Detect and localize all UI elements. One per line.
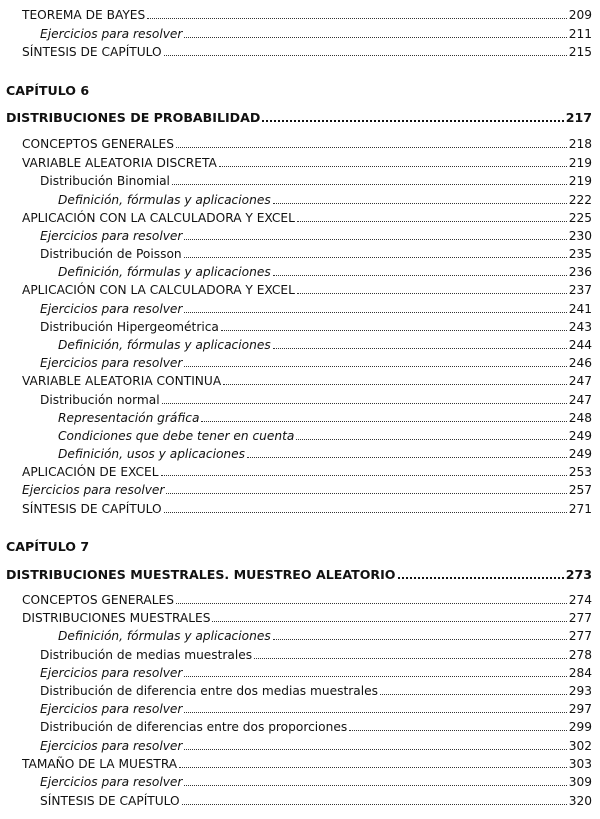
- toc-entry[interactable]: [22, 755, 592, 773]
- page-number: 222: [568, 193, 592, 207]
- page-number: 218: [568, 137, 592, 151]
- entry-title: Ejercicios para resolver: [40, 666, 183, 680]
- toc-entry[interactable]: [40, 391, 592, 409]
- dot-leader: [297, 293, 567, 294]
- entry-title: APLICACIÓN CON LA CALCULADORA Y EXCEL: [22, 283, 295, 297]
- dot-leader: [147, 18, 567, 19]
- entry-title: Distribución de diferencia entre dos medias muestrales: [40, 684, 378, 698]
- entry-title: TAMAÑO DE LA MUESTRA: [22, 757, 178, 771]
- toc-entry[interactable]: [22, 591, 592, 609]
- entry-title: Ejercicios para resolver: [40, 27, 183, 41]
- toc-entry[interactable]: [58, 336, 592, 354]
- dot-leader: [166, 493, 566, 494]
- dot-leader: [172, 184, 567, 185]
- toc-entry[interactable]: [40, 737, 592, 755]
- toc-entry[interactable]: [40, 664, 592, 682]
- chapter-7-label: CAPÍTULO 7: [6, 539, 90, 554]
- toc-entry[interactable]: [22, 609, 592, 627]
- dot-leader: [297, 221, 567, 222]
- page-number: 249: [568, 447, 592, 461]
- page-number: 230: [568, 229, 592, 243]
- page-number: 309: [568, 775, 592, 789]
- page-number: 247: [568, 374, 592, 388]
- entry-title: Ejercicios para resolver: [40, 356, 183, 370]
- chapter-7-title-entry[interactable]: [6, 566, 592, 584]
- entry-title: Ejercicios para resolver: [22, 483, 165, 497]
- toc-entry[interactable]: [22, 43, 592, 61]
- toc-entry[interactable]: [40, 354, 592, 372]
- toc-entry[interactable]: [22, 154, 592, 172]
- toc-entry[interactable]: [22, 463, 592, 481]
- chapter-title: DISTRIBUCIONES DE PROBABILIDAD: [6, 110, 261, 125]
- page-number: 271: [568, 502, 592, 516]
- entry-title: Ejercicios para resolver: [40, 229, 183, 243]
- page-number: 273: [565, 567, 592, 582]
- page-number: 253: [568, 465, 592, 479]
- toc-entry[interactable]: [58, 627, 592, 645]
- entry-title: Ejercicios para resolver: [40, 739, 183, 753]
- page-number: 236: [568, 265, 592, 279]
- entry-title: Distribución normal: [40, 393, 160, 407]
- dot-leader: [273, 275, 567, 276]
- dot-leader: [176, 603, 567, 604]
- page-number: 209: [568, 8, 592, 22]
- page-number: 215: [568, 45, 592, 59]
- dot-leader: [273, 203, 567, 204]
- entry-title: Definición, usos y aplicaciones: [58, 447, 245, 461]
- dot-leader: [184, 257, 567, 258]
- entry-title: VARIABLE ALEATORIA DISCRETA: [22, 156, 217, 170]
- chapter-title: DISTRIBUCIONES MUESTRALES. MUESTREO ALEATORIO: [6, 567, 396, 582]
- dot-leader: [184, 37, 566, 38]
- entry-title: Distribución Binomial: [40, 174, 170, 188]
- toc-entry[interactable]: [40, 792, 592, 810]
- entry-title: Definición, fórmulas y aplicaciones: [58, 265, 271, 279]
- page-number: 247: [568, 393, 592, 407]
- page-number: 274: [568, 593, 592, 607]
- page-number: 277: [568, 611, 592, 625]
- dot-leader: [254, 658, 567, 659]
- dot-leader: [212, 621, 566, 622]
- chapter-6-label: CAPÍTULO 6: [6, 83, 90, 98]
- dot-leader: [398, 577, 564, 579]
- dot-leader: [184, 312, 566, 313]
- page-number: 297: [568, 702, 592, 716]
- entry-title: APLICACIÓN CON LA CALCULADORA Y EXCEL: [22, 211, 295, 225]
- page-number: 320: [568, 794, 592, 808]
- toc-entry[interactable]: [58, 427, 592, 445]
- entry-title: TEOREMA DE BAYES: [22, 8, 146, 22]
- dot-leader: [380, 694, 567, 695]
- entry-title: Definición, fórmulas y aplicaciones: [58, 338, 271, 352]
- toc-entry[interactable]: [40, 682, 592, 700]
- dot-leader: [179, 767, 567, 768]
- page-number: 277: [568, 629, 592, 643]
- dot-leader: [221, 330, 567, 331]
- dot-leader: [273, 348, 567, 349]
- page-number: 235: [568, 247, 592, 261]
- dot-leader: [219, 166, 567, 167]
- toc-entry[interactable]: [22, 500, 592, 518]
- dot-leader: [273, 639, 567, 640]
- dot-leader: [161, 475, 567, 476]
- page-number: 293: [568, 684, 592, 698]
- entry-title: Distribución de diferencias entre dos proporciones: [40, 720, 348, 734]
- toc-entry[interactable]: [22, 281, 592, 299]
- toc-entry[interactable]: [40, 172, 592, 190]
- toc-entry[interactable]: [40, 646, 592, 664]
- entry-title: Ejercicios para resolver: [40, 775, 183, 789]
- entry-title: Ejercicios para resolver: [40, 702, 183, 716]
- dot-leader: [164, 512, 567, 513]
- page-number: 248: [568, 411, 592, 425]
- page-number: 244: [568, 338, 592, 352]
- entry-title: SÍNTESIS DE CAPÍTULO: [22, 502, 162, 516]
- entry-title: APLICACIÓN DE EXCEL: [22, 465, 159, 479]
- dot-leader: [184, 749, 566, 750]
- entry-title: Distribución de medias muestrales: [40, 648, 253, 662]
- entry-title: Definición, fórmulas y aplicaciones: [58, 629, 271, 643]
- dot-leader: [184, 366, 566, 367]
- entry-title: VARIABLE ALEATORIA CONTINUA: [22, 374, 222, 388]
- dot-leader: [164, 55, 567, 56]
- page-number: 303: [568, 757, 592, 771]
- page-number: 246: [568, 356, 592, 370]
- toc-entry[interactable]: [40, 25, 592, 43]
- toc-entry[interactable]: [40, 245, 592, 263]
- toc-entry[interactable]: [58, 191, 592, 209]
- dot-leader: [162, 403, 567, 404]
- page-number: 302: [568, 739, 592, 753]
- dot-leader: [184, 712, 566, 713]
- toc-entry[interactable]: [58, 263, 592, 281]
- entry-title: Distribución de Poisson: [40, 247, 182, 261]
- entry-title: Distribución Hipergeométrica: [40, 320, 219, 334]
- dot-leader: [262, 120, 563, 122]
- entry-title: SÍNTESIS DE CAPÍTULO: [22, 45, 162, 59]
- page-number: 237: [568, 283, 592, 297]
- page-number: 217: [565, 110, 592, 125]
- page-number: 243: [568, 320, 592, 334]
- dot-leader: [184, 239, 566, 240]
- toc-entry[interactable]: [40, 773, 592, 791]
- dot-leader: [182, 804, 567, 805]
- entry-title: Definición, fórmulas y aplicaciones: [58, 193, 271, 207]
- page-number: 225: [568, 211, 592, 225]
- dot-leader: [247, 457, 567, 458]
- page-number: 219: [568, 156, 592, 170]
- toc-entry[interactable]: [58, 445, 592, 463]
- dot-leader: [201, 421, 566, 422]
- dot-leader: [223, 384, 567, 385]
- toc-entry[interactable]: [22, 481, 592, 499]
- entry-title: Condiciones que debe tener en cuenta: [58, 429, 295, 443]
- toc-entry[interactable]: [40, 300, 592, 318]
- dot-leader: [349, 730, 567, 731]
- toc-entry[interactable]: [40, 700, 592, 718]
- page-number: 241: [568, 302, 592, 316]
- toc-entry[interactable]: [22, 6, 592, 24]
- page-number: 219: [568, 174, 592, 188]
- toc-entry[interactable]: [40, 718, 592, 736]
- page-number: 299: [568, 720, 592, 734]
- toc-entry[interactable]: [22, 135, 592, 153]
- page-number: 249: [568, 429, 592, 443]
- page-number: 278: [568, 648, 592, 662]
- dot-leader: [184, 785, 566, 786]
- entry-title: Ejercicios para resolver: [40, 302, 183, 316]
- entry-title: DISTRIBUCIONES MUESTRALES: [22, 611, 211, 625]
- entry-title: SÍNTESIS DE CAPÍTULO: [40, 794, 180, 808]
- page-number: 211: [568, 27, 592, 41]
- toc-entry[interactable]: [40, 227, 592, 245]
- page-number: 284: [568, 666, 592, 680]
- toc-entry[interactable]: [40, 318, 592, 336]
- entry-title: CONCEPTOS GENERALES: [22, 593, 174, 607]
- dot-leader: [176, 147, 567, 148]
- dot-leader: [296, 439, 566, 440]
- entry-title: CONCEPTOS GENERALES: [22, 137, 174, 151]
- toc-entry[interactable]: [58, 409, 592, 427]
- page-number: 257: [568, 483, 592, 497]
- toc-entry[interactable]: [22, 209, 592, 227]
- entry-title: Representación gráfica: [58, 411, 200, 425]
- toc-entry[interactable]: [22, 372, 592, 390]
- dot-leader: [184, 676, 566, 677]
- chapter-6-title-entry[interactable]: [6, 109, 592, 127]
